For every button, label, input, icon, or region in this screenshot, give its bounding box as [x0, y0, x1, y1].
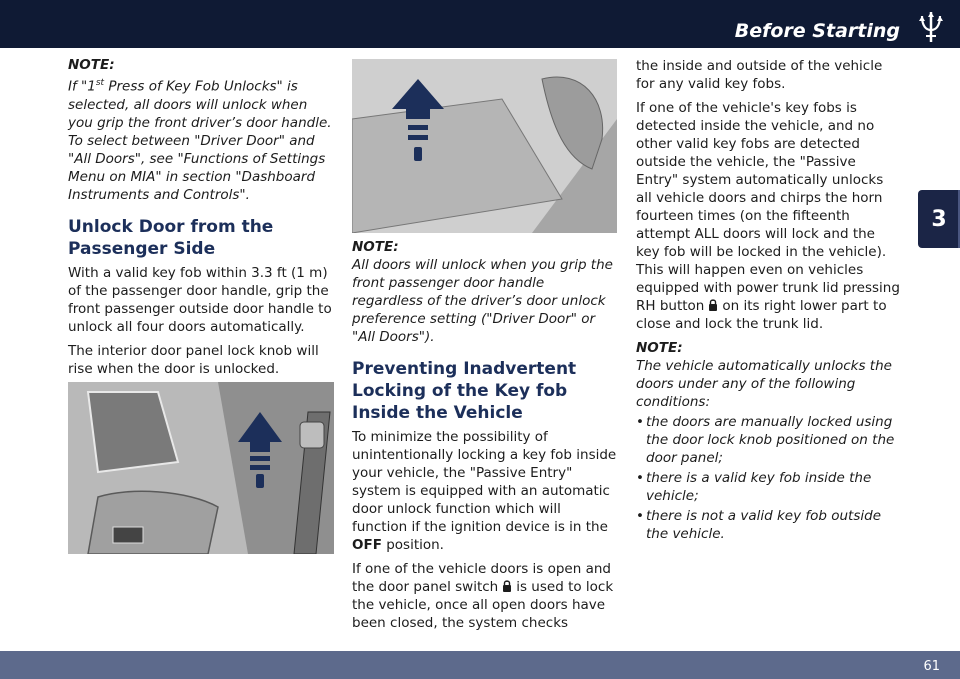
paragraph: To minimize the possibility of unintentionally locking a key fob inside your vehicle, the "Passive Entry" system is equipped with an automatic door unlock function which will function if the ignition device is in the OFF position.: [352, 429, 617, 553]
note-text: If "1st Press of Key Fob Unlocks" is selected, all doors will unlock when you grip the front driver’s door handle. To select between "Driver Door" and "All Doors", see "Functions of Settings Menu on MIA" in section "Dashboard Instruments and Controls".: [68, 78, 332, 203]
paragraph: the inside and outside of the vehicle for any valid key fobs.: [636, 58, 883, 92]
chapter-tab[interactable]: 3: [918, 190, 960, 248]
superscript: st: [95, 78, 105, 88]
paragraph: If one of the vehicle's key fobs is detected inside the vehicle, and no other valid key fobs are detected outside the vehicle, the "Passive Entry" system automatically unlocks all vehicle doors and chirps the horn fourteen times (on the fifteenth attempt ALL doors will lock and the key fob will be locked in the vehicle). This will happen even on vehicles equipped with power trunk lid pressing RH button on its right lower part to close and lock the trunk lid.: [636, 100, 900, 332]
note-label: NOTE:: [352, 239, 399, 255]
note-label: NOTE:: [68, 57, 115, 73]
footer-bar: [0, 651, 960, 679]
lock-icon: [708, 298, 718, 312]
section-heading: Preventing Inadvertent Locking of the Key fob Inside the Vehicle: [352, 359, 577, 423]
maserati-trident-icon: [914, 8, 948, 44]
bold-text: OFF: [352, 537, 382, 553]
paragraph: If one of the vehicle doors is open and the door panel switch is used to lock the vehicle, once all open doors have been closed, the system checks: [352, 561, 614, 631]
column-1: [68, 56, 336, 384]
list-item: • the doors are manually locked using the door lock knob positioned on the door panel;: [636, 413, 902, 467]
lock-knob-illustration: [352, 59, 617, 233]
note-text: The vehicle automatically unlocks the doors under any of the following conditions:: [636, 358, 892, 410]
section-title: Before Starting: [734, 20, 900, 42]
list-item: • there is not a valid key fob outside the vehicle.: [636, 507, 902, 543]
column-2: [352, 238, 617, 638]
page-number: 61: [923, 659, 940, 674]
paragraph: The interior door panel lock knob will rise when the door is unlocked.: [68, 342, 319, 377]
section-heading: Unlock Door from the Passenger Side: [68, 216, 274, 259]
door-handle-illustration: [68, 382, 334, 554]
paragraph: With a valid key fob within 3.3 ft (1 m) of the passenger door handle, grip the front passenger outside door handle to unlock all four doors automatically.: [68, 264, 332, 335]
note-text: All doors will unlock when you grip the front passenger door handle regardless of the driver’s door unlock preference setting ("Driver Door" or "All Doors").: [352, 257, 613, 345]
list-item: • there is a valid key fob inside the vehicle;: [636, 469, 902, 505]
lock-icon: [502, 579, 512, 593]
bullet-list: [636, 413, 902, 543]
header-bar: [0, 0, 960, 48]
note-label: NOTE:: [636, 340, 683, 356]
column-3: [636, 57, 902, 545]
